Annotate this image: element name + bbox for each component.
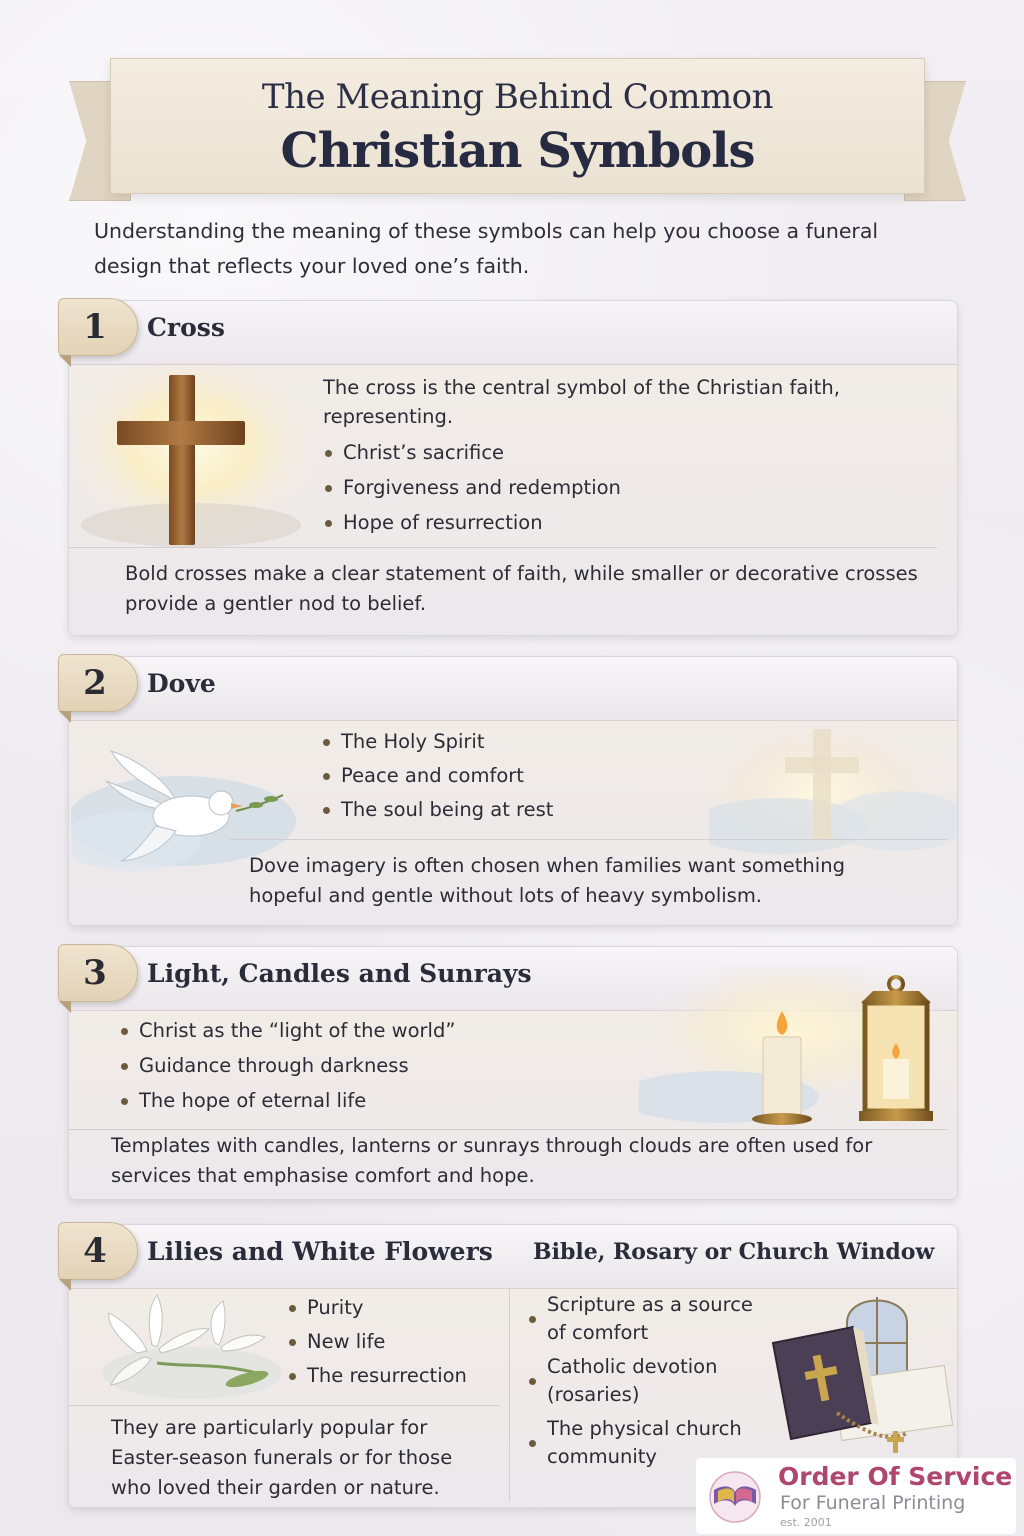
dove-illustration [71, 721, 301, 871]
list-item: Scripture as a source of comfort [527, 1291, 777, 1347]
lilies-bullet-list [287, 1291, 507, 1393]
page-title-line2: Christian Symbols [280, 123, 755, 179]
cross-illustration [71, 365, 311, 547]
page-title-line1: The Meaning Behind Common [261, 77, 774, 117]
cross-sunrays-illustration [709, 721, 957, 861]
brand-tagline: For Funeral Printing [780, 1492, 966, 1514]
brand-est: est. 2001 [780, 1516, 832, 1529]
lily-illustration [97, 1283, 287, 1403]
list-item: The Holy Spirit [321, 725, 701, 759]
cross-bullet-list [323, 435, 883, 540]
section-cross [68, 300, 958, 636]
list-item: Purity [287, 1291, 507, 1325]
list-item: The resurrection [287, 1359, 507, 1393]
brand-logo [696, 1458, 1016, 1534]
bible-bullet-list [527, 1291, 777, 1471]
section-title: Cross [147, 313, 225, 342]
list-item: Forgiveness and redemption [323, 470, 883, 505]
brand-name: Order Of Service [778, 1462, 1013, 1491]
list-item: The physical church community [527, 1415, 777, 1471]
dove-bullet-list [321, 725, 701, 827]
section-number-badge: 4 [58, 1222, 138, 1280]
section-light [68, 946, 958, 1200]
section-number-badge: 1 [58, 298, 138, 356]
section-header [69, 301, 957, 365]
cross-note: Bold crosses make a clear statement of faith, while smaller or decorative crosses provide a gentler nod to belief. [125, 562, 918, 615]
list-item: Hope of resurrection [323, 505, 883, 540]
side-section-title: Bible, Rosary or Church Window [533, 1239, 935, 1265]
section-title: Dove [147, 669, 216, 698]
book-logo-icon [704, 1470, 766, 1524]
title-banner [110, 58, 925, 194]
section-number-badge: 3 [58, 944, 138, 1002]
light-note: Templates with candles, lanterns or sunrays through clouds are often used for services that emphasise comfort and hope. [111, 1134, 873, 1187]
divider [69, 1129, 947, 1130]
list-item: Catholic devotion (rosaries) [527, 1353, 777, 1409]
divider [229, 839, 947, 840]
divider [69, 1405, 499, 1406]
cross-lead-text: The cross is the central symbol of the Christian faith, representing. [323, 376, 840, 428]
section-header [69, 1225, 957, 1289]
candle-lantern-illustration [639, 967, 957, 1127]
section-number-badge: 2 [58, 654, 138, 712]
section-dove [68, 656, 958, 926]
list-item: Guidance through darkness [119, 1048, 659, 1083]
section-title: Light, Candles and Sunrays [147, 959, 532, 988]
list-item: Christ’s sacrifice [323, 435, 883, 470]
list-item: New life [287, 1325, 507, 1359]
divider [69, 547, 937, 548]
lilies-note: They are particularly popular for Easter-season funerals or for those who loved their garden or nature. [111, 1416, 453, 1499]
bible-rosary-illustration [767, 1283, 953, 1463]
dove-note: Dove imagery is often chosen when families want something hopeful and gentle without lots of heavy symbolism. [249, 854, 845, 907]
section-header [69, 657, 957, 721]
intro-text: Understanding the meaning of these symbols can help you choose a funeral design that reflects your loved one’s faith. [94, 219, 879, 278]
light-bullet-list [119, 1013, 659, 1118]
list-item: Peace and comfort [321, 759, 701, 793]
column-divider [509, 1289, 510, 1501]
list-item: Christ as the “light of the world” [119, 1013, 659, 1048]
list-item: The soul being at rest [321, 793, 701, 827]
section-title: Lilies and White Flowers [147, 1237, 493, 1266]
list-item: The hope of eternal life [119, 1083, 659, 1118]
